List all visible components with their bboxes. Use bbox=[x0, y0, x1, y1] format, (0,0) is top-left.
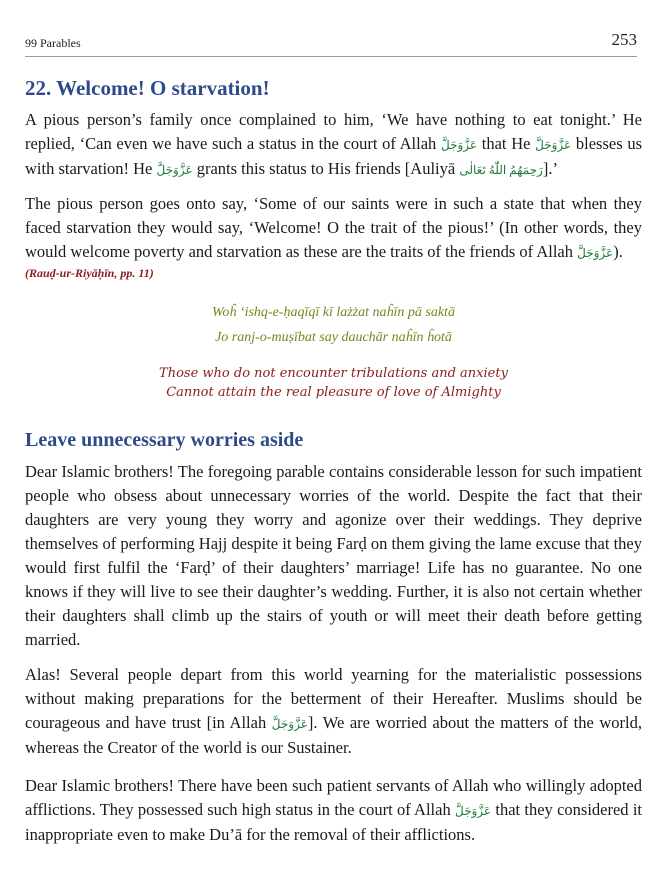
running-header bbox=[25, 28, 637, 57]
text-segment: The pious person goes onto say, ‘Some of our saints were in such a state that when they faced starvation they would say, ‘Welcome! O the trait of the pious!’ (In other words, they would welcome poverty and starvation as these are the traits of the friends of Allah bbox=[25, 194, 642, 261]
section-heading-welcome-starvation: 22. Welcome! O starvation! bbox=[25, 76, 270, 100]
text-segment: ]. We are worried about the matters of the world, whereas the Creator of the world is our Sustainer. bbox=[25, 713, 642, 757]
arabic-honorific: عَزَّوَجَلَّ bbox=[440, 138, 478, 152]
arabic-honorific: عَزَّوَجَلَّ bbox=[156, 163, 193, 177]
page-number: 253 bbox=[611, 30, 637, 49]
paragraph-impatient-people: Dear Islamic brothers! The foregoing parable contains considerable lesson for such impatient people who obsess about unnecessary worries of the world. Despite the fact that their daughters are very young they worry and agonize over their weddings. They deprive themselves of performing Hajj despite it being Farḍ on them giving the lame excuse that they would first fulfil the ‘Farḍ’ of their daughters’ marriage! Life has no guarantee. No one knows if they will live to see their daughter’s wedding. Further, it is also not certain whether their daughters shall climb up the stairs of youth or will meet their death before getting married. bbox=[25, 462, 642, 649]
verse-english-line-1: Those who do not encounter tribulations and anxiety bbox=[159, 366, 508, 381]
text-segment: blesses us with starvation! He bbox=[25, 134, 643, 178]
text-segment: ].’ bbox=[542, 159, 558, 178]
text-segment: Alas! Several people depart from this world yearning for the materialistic possessions without making preparations for the betterment of their Hereafter. Muslims should be courageous and have trust [in Allah bbox=[25, 665, 642, 732]
verse-english-line-2: Cannot attain the real pleasure of love of Almighty bbox=[166, 385, 501, 400]
verse-urdu-line-2: Jo ranj-o-muṣībat say dauchār naĥīn ĥotā bbox=[215, 330, 452, 345]
text-segment: grants this status to His friends [Auliyā bbox=[192, 159, 460, 178]
book-title: 99 Parables bbox=[25, 36, 81, 50]
paragraph-saints-welcome bbox=[25, 192, 642, 265]
arabic-honorific: عَزَّوَجَلَّ bbox=[271, 717, 308, 731]
text-segment: ). bbox=[613, 242, 623, 261]
text-segment: Dear Islamic brothers! There have been such patient servants of Allah who willingly adopted afflictions. They possessed such high status in the court of Allah bbox=[25, 776, 642, 819]
paragraph-family-complaint bbox=[25, 108, 642, 182]
text-segment: that they considered it inappropriate even to make Du’ā for the removal of their afflictions. bbox=[25, 800, 642, 844]
arabic-honorific: عَزَّوَجَلَّ bbox=[535, 138, 572, 152]
verse-urdu-line-1: Woĥ ‘ishq-e-ḥaqīqī kī lażżat naĥīn pā saktā bbox=[212, 305, 455, 320]
text-segment: that He bbox=[477, 134, 536, 153]
paragraph-materialistic-possessions bbox=[25, 663, 642, 760]
arabic-honorific: رَحِمَهُمُ اللّٰهُ تَعَالٰی bbox=[459, 163, 543, 177]
arabic-honorific: عَزَّوَجَلَّ bbox=[455, 804, 492, 818]
paragraph-patient-servants bbox=[25, 774, 642, 847]
arabic-honorific: عَزَّوَجَلَّ bbox=[577, 246, 614, 260]
text-segment: A pious person’s family once complained to him, ‘We have nothing to eat tonight.’ He replied, ‘Can even we have such a status in the court of Allah bbox=[25, 110, 642, 153]
section-heading-unnecessary-worries: Leave unnecessary worries aside bbox=[25, 429, 304, 451]
source-reference: (Rauḍ-ur-Riyāḥīn, pp. 11) bbox=[25, 266, 154, 280]
